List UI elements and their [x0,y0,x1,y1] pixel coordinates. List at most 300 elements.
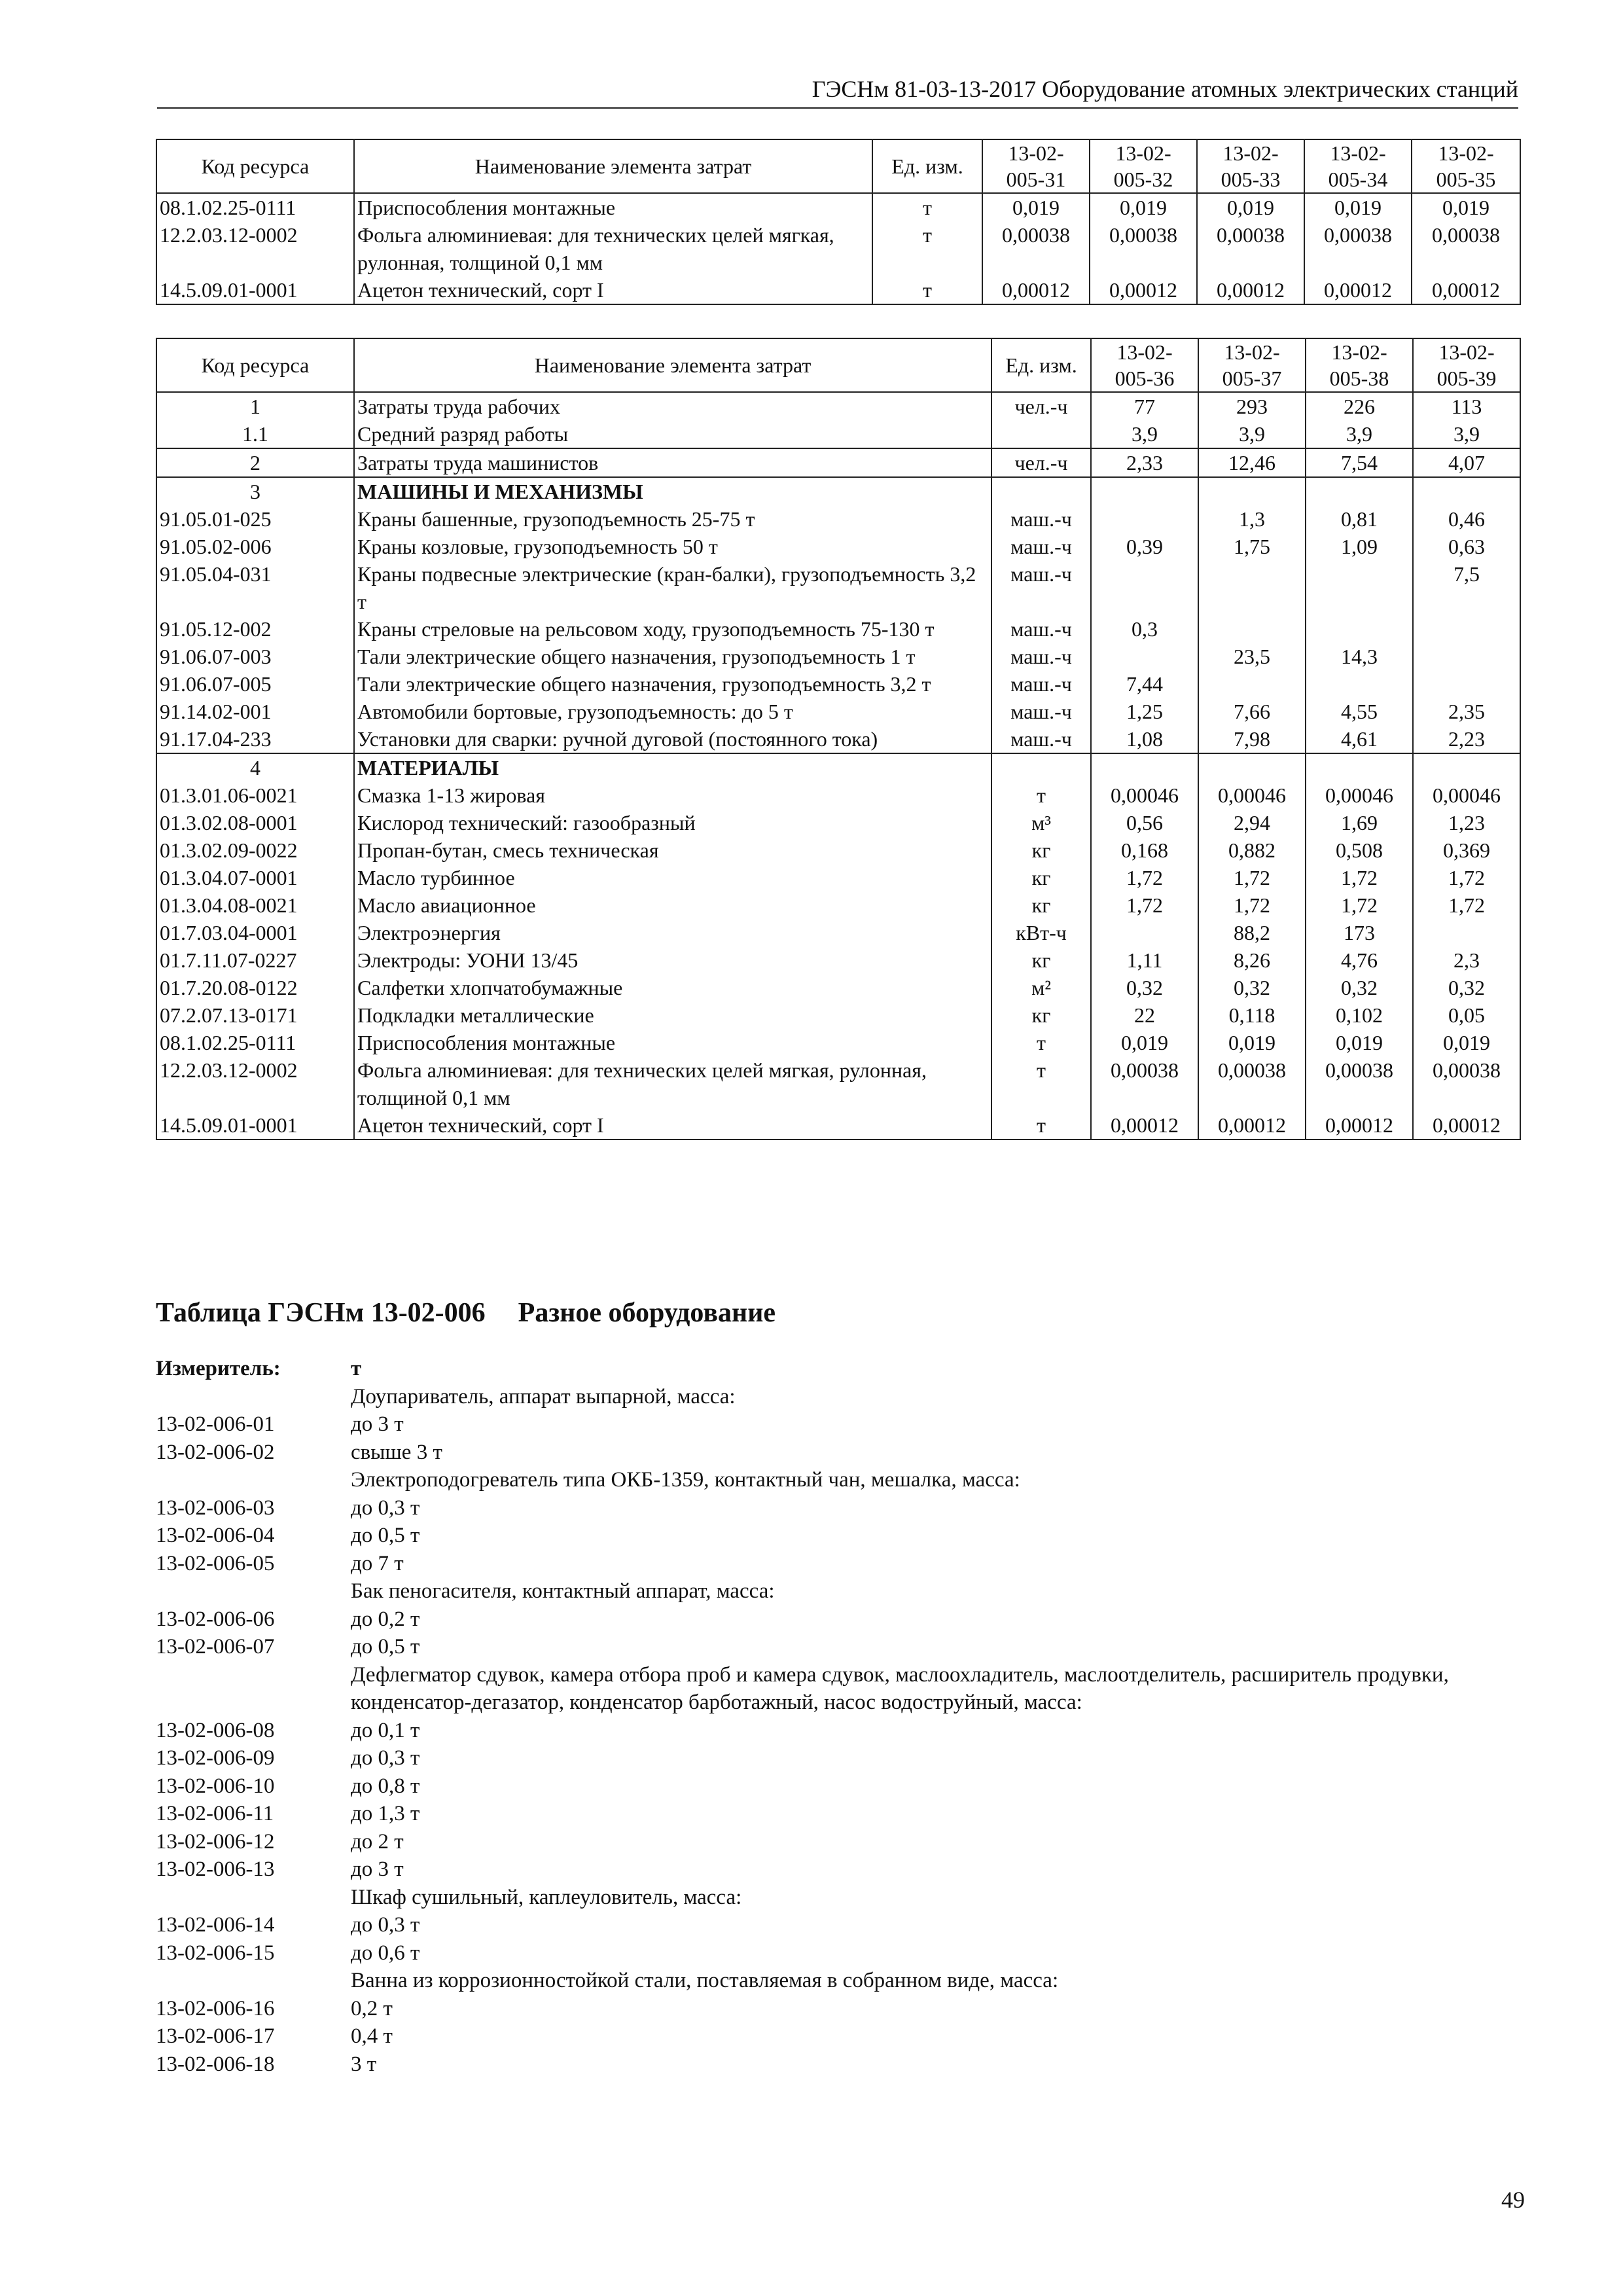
resource-value: 0,05 [1413,1001,1520,1029]
table-row [156,781,1520,809]
resource-value [1306,670,1413,698]
measure-list [156,1355,1530,2078]
resource-unit: т [991,781,1091,809]
resource-unit: кг [991,1001,1091,1029]
resource-value: 0,168 [1091,836,1198,864]
resource-value: 0,508 [1306,836,1413,864]
resource-name: Ацетон технический, сорт I [354,276,872,304]
resource-name: Краны стреловые на рельсовом ходу, грузоподъемность 75-130 т [354,615,991,643]
resource-unit: т [872,276,982,304]
resource-code: 4 [156,753,354,781]
measure-item [156,1856,1530,1884]
table-row [156,1001,1520,1029]
resource-value [1413,643,1520,670]
resource-value: 0,019 [1091,1029,1198,1056]
resource-code: 01.7.20.08-0122 [156,974,354,1001]
table-row [156,946,1520,974]
measure-code: 13-02-006-10 [156,1774,275,1798]
resource-value: 0,00038 [982,221,1090,276]
resource-unit: м³ [991,809,1091,836]
measure-item [156,1800,1530,1828]
measure-item [156,1439,1530,1467]
measure-item [156,1772,1530,1801]
measure-code: 13-02-006-07 [156,1635,275,1659]
resource-name: МАШИНЫ И МЕХАНИЗМЫ [354,477,991,505]
resource-unit: маш.-ч [991,670,1091,698]
measure-text: Шкаф сушильный, каплеуловитель, масса: [351,1885,742,1909]
measure-item [156,1939,1530,1967]
measure-code: 13-02-006-12 [156,1829,275,1854]
resource-value: 1,72 [1091,864,1198,891]
resource-code: 91.05.04-031 [156,560,354,615]
resource-value: 22 [1091,1001,1198,1029]
measure-code [156,1383,351,1411]
resource-value: 2,33 [1091,448,1198,477]
measure-code: 13-02-006-02 [156,1440,275,1464]
resource-value [1306,753,1413,781]
column-header: 13-02- 005-37 [1198,338,1306,392]
resource-value: 0,00046 [1413,781,1520,809]
resource-code: 08.1.02.25-0111 [156,193,354,221]
resource-value: 0,118 [1198,1001,1306,1029]
resource-name: Затраты труда машинистов [354,448,991,477]
table-row [156,448,1520,477]
resource-value: 1,23 [1413,809,1520,836]
resource-value [1198,477,1306,505]
column-header: 13-02- 005-36 [1091,338,1198,392]
resource-code: 1.1 [156,420,354,448]
resource-value: 0,00012 [1091,1111,1198,1139]
table-row [156,725,1520,753]
resource-unit: маш.-ч [991,643,1091,670]
resource-value: 0,00038 [1306,1056,1413,1111]
resource-unit: чел.-ч [991,448,1091,477]
resource-code: 91.17.04-233 [156,725,354,753]
resource-value [1306,560,1413,615]
resource-value [1198,615,1306,643]
resource-unit: маш.-ч [991,505,1091,533]
resource-code: 91.05.01-025 [156,505,354,533]
resource-value: 1,72 [1413,864,1520,891]
resource-value: 0,00038 [1413,1056,1520,1111]
resource-value: 7,66 [1198,698,1306,725]
column-header: Наименование элемента затрат [354,139,872,193]
resource-unit: маш.-ч [991,615,1091,643]
resource-code: 91.14.02-001 [156,698,354,725]
resource-name: Автомобили бортовые, грузоподъемность: до 5 т [354,698,991,725]
resource-value: 1,08 [1091,725,1198,753]
table-row [156,809,1520,836]
resource-value: 0,882 [1198,836,1306,864]
resource-value: 4,07 [1413,448,1520,477]
resource-name: Подкладки металлические [354,1001,991,1029]
resource-value [1306,477,1413,505]
resource-value: 0,00038 [1090,221,1197,276]
measure-text: 3 т [351,2052,377,2076]
section-title [156,1295,808,1331]
measure-code: 13-02-006-04 [156,1524,275,1547]
resource-value: 0,00038 [1091,1056,1198,1111]
resource-name: Фольга алюминиевая: для технических целей мягкая, рулонная, толщиной 0,1 мм [354,1056,991,1111]
resource-name: Фольга алюминиевая: для технических целей мягкая, рулонная, толщиной 0,1 мм [354,221,872,276]
table-row [156,643,1520,670]
measure-text: 0,4 т [351,2024,393,2048]
measure-code: 13-02-006-06 [156,1607,275,1631]
resource-value: 0,00012 [1306,1111,1413,1139]
measure-code: 13-02-006-14 [156,1913,275,1937]
measure-code: 13-02-006-13 [156,1857,275,1881]
table-row [156,753,1520,781]
resource-value: 0,00012 [1090,276,1197,304]
resource-table-005-36-39 [156,338,1521,1140]
table-row [156,392,1520,420]
resource-unit: маш.-ч [991,560,1091,615]
resource-value: 1,72 [1413,891,1520,919]
resource-value: 0,39 [1091,533,1198,560]
resource-name: Смазка 1-13 жировая [354,781,991,809]
resource-value: 2,94 [1198,809,1306,836]
resource-value: 0,019 [1306,1029,1413,1056]
table-row [156,836,1520,864]
measure-item [156,1744,1530,1772]
resource-unit: кг [991,946,1091,974]
resource-value [1413,615,1520,643]
resource-value [1413,670,1520,698]
table-row [156,615,1520,643]
resource-value: 0,00012 [1197,276,1304,304]
resource-value: 3,9 [1413,420,1520,448]
measure-code [156,1661,351,1717]
resource-value: 0,32 [1091,974,1198,1001]
measure-item [156,2022,1530,2051]
resource-value: 0,32 [1198,974,1306,1001]
resource-name: Приспособления монтажные [354,193,872,221]
table-row [156,974,1520,1001]
resource-value [1306,615,1413,643]
measure-item [156,2051,1530,2079]
column-header: Код ресурса [156,139,354,193]
resource-value: 1,11 [1091,946,1198,974]
table-header-row [156,139,1520,193]
section-title-name: Разное оборудование [518,1298,776,1328]
resource-value: 0,32 [1413,974,1520,1001]
resource-value [1413,919,1520,946]
resource-value: 1,69 [1306,809,1413,836]
resource-code: 07.2.07.13-0171 [156,1001,354,1029]
measure-text: Доупариватель, аппарат выпарной, масса: [351,1384,736,1408]
resource-code: 01.3.02.08-0001 [156,809,354,836]
column-header: 13-02- 005-31 [982,139,1090,193]
section-title-prefix: Таблица ГЭСНм 13-02-006 [156,1298,486,1328]
measure-text: свыше 3 т [351,1440,442,1464]
column-header: Наименование элемента затрат [354,338,991,392]
resource-value: 1,72 [1306,891,1413,919]
resource-unit: т [872,193,982,221]
resource-name: Затраты труда рабочих [354,392,991,420]
table-row [156,1111,1520,1139]
column-header: 13-02- 005-39 [1413,338,1520,392]
measure-code: 13-02-006-09 [156,1746,275,1770]
resource-value: 0,369 [1413,836,1520,864]
table-row [156,193,1520,221]
resource-unit: м² [991,974,1091,1001]
resource-unit: т [872,221,982,276]
table-row [156,560,1520,615]
measure-text: до 0,5 т [351,1635,420,1659]
resource-value: 0,00012 [982,276,1090,304]
resource-code: 08.1.02.25-0111 [156,1029,354,1056]
resource-value: 0,00046 [1091,781,1198,809]
measure-text: Дефлегматор сдувок, камера отбора проб и камера сдувок, маслоохладитель, маслоотделитель, расширитель продувки, конденсатор-дегазатор, конденсатор барботажный, насос водоструйный, масса: [351,1662,1449,1714]
measure-item [156,1550,1530,1578]
measure-text: 0,2 т [351,1996,393,2020]
resource-code: 01.7.11.07-0227 [156,946,354,974]
resource-code: 91.06.07-005 [156,670,354,698]
measure-item [156,1383,1530,1411]
resource-value: 14,3 [1306,643,1413,670]
measure-text: до 0,3 т [351,1913,420,1937]
resource-value: 2,23 [1413,725,1520,753]
measure-text: до 3 т [351,1857,404,1881]
resource-value: 0,019 [982,193,1090,221]
resource-value: 3,9 [1091,420,1198,448]
measure-code: 13-02-006-05 [156,1551,275,1575]
resource-value: 7,98 [1198,725,1306,753]
measure-unit: т [351,1357,362,1380]
resource-name: Краны подвесные электрические (кран-балки), грузоподъемность 3,2 т [354,560,991,615]
measure-text: до 0,8 т [351,1774,420,1798]
resource-value: 0,00012 [1304,276,1412,304]
resource-value: 1,72 [1198,864,1306,891]
resource-code: 3 [156,477,354,505]
table-row [156,533,1520,560]
resource-value: 4,55 [1306,698,1413,725]
resource-unit: кВт-ч [991,919,1091,946]
measure-code: 13-02-006-11 [156,1802,274,1825]
resource-value [1091,477,1198,505]
measure-text: до 0,5 т [351,1524,420,1547]
resource-value: 0,019 [1412,193,1520,221]
resource-value: 7,54 [1306,448,1413,477]
resource-unit: маш.-ч [991,725,1091,753]
column-header: Ед. изм. [872,139,982,193]
resource-code: 12.2.03.12-0002 [156,221,354,276]
resource-value: 0,019 [1304,193,1412,221]
resource-value [1413,753,1520,781]
resource-value [1198,753,1306,781]
resource-code: 01.3.04.07-0001 [156,864,354,891]
measure-item [156,1494,1530,1522]
resource-value: 7,5 [1413,560,1520,615]
resource-value: 1,75 [1198,533,1306,560]
resource-name: Тали электрические общего назначения, грузоподъемность 3,2 т [354,670,991,698]
column-header: 13-02- 005-34 [1304,139,1412,193]
measure-item [156,1577,1530,1605]
table-header-row [156,338,1520,392]
resource-value: 0,56 [1091,809,1198,836]
measure-item [156,1911,1530,1939]
resource-value: 0,3 [1091,615,1198,643]
resource-code: 91.06.07-003 [156,643,354,670]
resource-value: 0,00012 [1198,1111,1306,1139]
resource-code: 01.7.03.04-0001 [156,919,354,946]
measure-item [156,1717,1530,1745]
resource-value: 4,61 [1306,725,1413,753]
resource-value [1091,753,1198,781]
resource-unit [991,477,1091,505]
resource-value [1198,560,1306,615]
resource-value: 0,32 [1306,974,1413,1001]
running-header: ГЭСНм 81-03-13-2017 Оборудование атомных электрических станций [157,73,1518,109]
resource-name: Масло авиационное [354,891,991,919]
column-header: 13-02- 005-35 [1412,139,1520,193]
resource-value [1091,643,1198,670]
resource-code: 01.3.04.08-0021 [156,891,354,919]
resource-code: 01.3.02.09-0022 [156,836,354,864]
resource-value: 0,00046 [1306,781,1413,809]
table-row [156,1029,1520,1056]
measure-text: до 2 т [351,1829,404,1854]
table-row [156,864,1520,891]
resource-value: 1,3 [1198,505,1306,533]
measure-code: 13-02-006-03 [156,1496,275,1520]
table-row [156,698,1520,725]
resource-value: 0,00012 [1412,276,1520,304]
table-row [156,919,1520,946]
measure-code: 13-02-006-15 [156,1941,275,1965]
resource-unit: кг [991,836,1091,864]
measure-text: Электроподогреватель типа ОКБ-1359, контактный чан, мешалка, масса: [351,1468,1020,1492]
measure-code: 13-02-006-08 [156,1718,275,1742]
resource-unit: т [991,1111,1091,1139]
measure-label: Измеритель: [156,1357,281,1380]
measure-text: до 0,6 т [351,1941,420,1965]
resource-code: 2 [156,448,354,477]
resource-value: 0,019 [1090,193,1197,221]
resource-value: 0,00038 [1197,221,1304,276]
measure-code [156,1967,351,1995]
measure-item [156,1995,1530,2023]
resource-value: 226 [1306,392,1413,420]
measure-code: 13-02-006-17 [156,2024,275,2048]
measure-code [156,1466,351,1494]
resource-name: Ацетон технический, сорт I [354,1111,991,1139]
resource-unit: т [991,1029,1091,1056]
measure-item [156,1466,1530,1494]
resource-value: 1,09 [1306,533,1413,560]
resource-value: 113 [1413,392,1520,420]
resource-value [1198,670,1306,698]
measure-row [156,1355,1530,1383]
resource-value: 1,72 [1198,891,1306,919]
resource-value: 293 [1198,392,1306,420]
resource-name: МАТЕРИАЛЫ [354,753,991,781]
resource-name: Электроэнергия [354,919,991,946]
table-row [156,276,1520,304]
measure-code: 13-02-006-01 [156,1412,275,1436]
measure-item [156,1661,1530,1717]
resource-value: 3,9 [1306,420,1413,448]
column-header: Код ресурса [156,338,354,392]
resource-name: Пропан-бутан, смесь техническая [354,836,991,864]
resource-unit: маш.-ч [991,533,1091,560]
resource-value: 0,81 [1306,505,1413,533]
resource-value: 1,72 [1091,891,1198,919]
table-row [156,221,1520,276]
resource-value: 2,35 [1413,698,1520,725]
resource-code: 91.05.02-006 [156,533,354,560]
resource-name: Масло турбинное [354,864,991,891]
resource-value: 1,72 [1306,864,1413,891]
measure-text: до 1,3 т [351,1802,420,1825]
column-header: 13-02- 005-38 [1306,338,1413,392]
resource-unit [991,420,1091,448]
resource-name: Краны козловые, грузоподъемность 50 т [354,533,991,560]
table-row [156,505,1520,533]
resource-value [1091,919,1198,946]
column-header: 13-02- 005-32 [1090,139,1197,193]
resource-name: Установки для сварки: ручной дуговой (постоянного тока) [354,725,991,753]
table-row [156,670,1520,698]
resource-name: Электроды: УОНИ 13/45 [354,946,991,974]
measure-text: до 0,2 т [351,1607,420,1631]
resource-value: 2,3 [1413,946,1520,974]
resource-value: 3,9 [1198,420,1306,448]
resource-value: 0,63 [1413,533,1520,560]
resource-name: Приспособления монтажные [354,1029,991,1056]
resource-value: 1,25 [1091,698,1198,725]
table-row [156,891,1520,919]
resource-value: 0,00038 [1412,221,1520,276]
resource-code: 91.05.12-002 [156,615,354,643]
resource-value: 0,46 [1413,505,1520,533]
resource-name: Краны башенные, грузоподъемность 25-75 т [354,505,991,533]
measure-text: до 0,1 т [351,1718,420,1742]
measure-text: до 3 т [351,1412,404,1436]
table-row [156,477,1520,505]
resource-unit: кг [991,891,1091,919]
resource-unit: кг [991,864,1091,891]
resource-unit: маш.-ч [991,698,1091,725]
measure-code: 13-02-006-16 [156,1996,275,2020]
resource-value: 0,102 [1306,1001,1413,1029]
resource-value: 0,019 [1197,193,1304,221]
table-row [156,1056,1520,1111]
resource-value: 7,44 [1091,670,1198,698]
resource-value [1413,477,1520,505]
measure-code [156,1884,351,1912]
resource-code: 1 [156,392,354,420]
resource-name: Средний разряд работы [354,420,991,448]
resource-code: 14.5.09.01-0001 [156,1111,354,1139]
resource-name: Салфетки хлопчатобумажные [354,974,991,1001]
resource-code: 01.3.01.06-0021 [156,781,354,809]
resource-value: 0,00038 [1198,1056,1306,1111]
resource-value: 0,00038 [1304,221,1412,276]
measure-item [156,1828,1530,1856]
resource-value: 0,019 [1413,1029,1520,1056]
resource-value: 12,46 [1198,448,1306,477]
resource-value [1091,505,1198,533]
resource-unit: чел.-ч [991,392,1091,420]
measure-item [156,1410,1530,1439]
resource-value: 4,76 [1306,946,1413,974]
resource-value: 0,019 [1198,1029,1306,1056]
resource-name: Кислород технический: газообразный [354,809,991,836]
measure-text: Ванна из коррозионностойкой стали, поставляемая в собранном виде, масса: [351,1969,1059,1992]
resource-unit [991,753,1091,781]
resource-value: 77 [1091,392,1198,420]
